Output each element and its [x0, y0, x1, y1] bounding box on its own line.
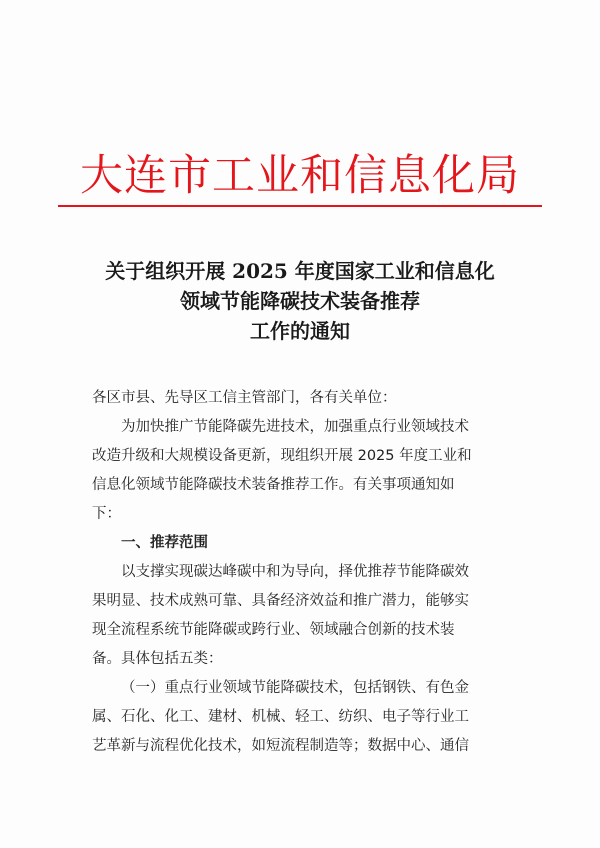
red-divider-line	[58, 205, 542, 207]
paragraph-line: 信息化领域节能降碳技术装备推荐工作。有关事项通知如	[92, 477, 455, 493]
salutation	[92, 384, 516, 413]
paragraph-line: 下：	[92, 506, 121, 522]
issuing-authority-header: 大连市工业和信息化局	[80, 151, 520, 201]
paragraph-line: 属、石化、化工、建材、机械、轻工、纺织、电子等行业工	[92, 709, 469, 725]
paragraph-intro	[92, 413, 516, 529]
salutation-text: 各区市县、先导区工信主管部门，各有关单位：	[92, 390, 397, 406]
section-heading	[92, 529, 516, 558]
paragraph-line: 以支撑实现碳达峰碳中和为导向，择优推荐节能降碳效	[121, 564, 469, 580]
paragraph-line: （一）重点行业领域节能降碳技术，包括钢铁、有色金	[121, 680, 469, 696]
title-line-3: 工作的通知	[250, 319, 350, 343]
section-heading-text: 一、推荐范围	[121, 535, 208, 551]
paragraph-line: 艺革新与流程优化技术，如短流程制造等；数据中心、通信	[92, 738, 469, 754]
paragraph-line: 备。具体包括五类：	[92, 651, 223, 667]
paragraph-scope	[92, 558, 516, 674]
document-title	[0, 256, 600, 346]
paragraph-line: 果明显、技术成熟可靠、具备经济效益和推广潜力，能够实	[92, 593, 469, 609]
paragraph-line: 为加快推广节能降碳先进技术，加强重点行业领域技术	[121, 419, 469, 435]
paragraph-line: 现全流程系统节能降碳或跨行业、领域融合创新的技术装	[92, 622, 455, 638]
title-line-2: 领域节能降碳技术装备推荐	[180, 289, 420, 313]
paragraph-line: 改造升级和大规模设备更新，现组织开展 2025 年度工业和	[92, 448, 472, 464]
paragraph-category-1	[92, 674, 516, 761]
title-line-1: 关于组织开展 2025 年度国家工业和信息化	[105, 259, 495, 283]
